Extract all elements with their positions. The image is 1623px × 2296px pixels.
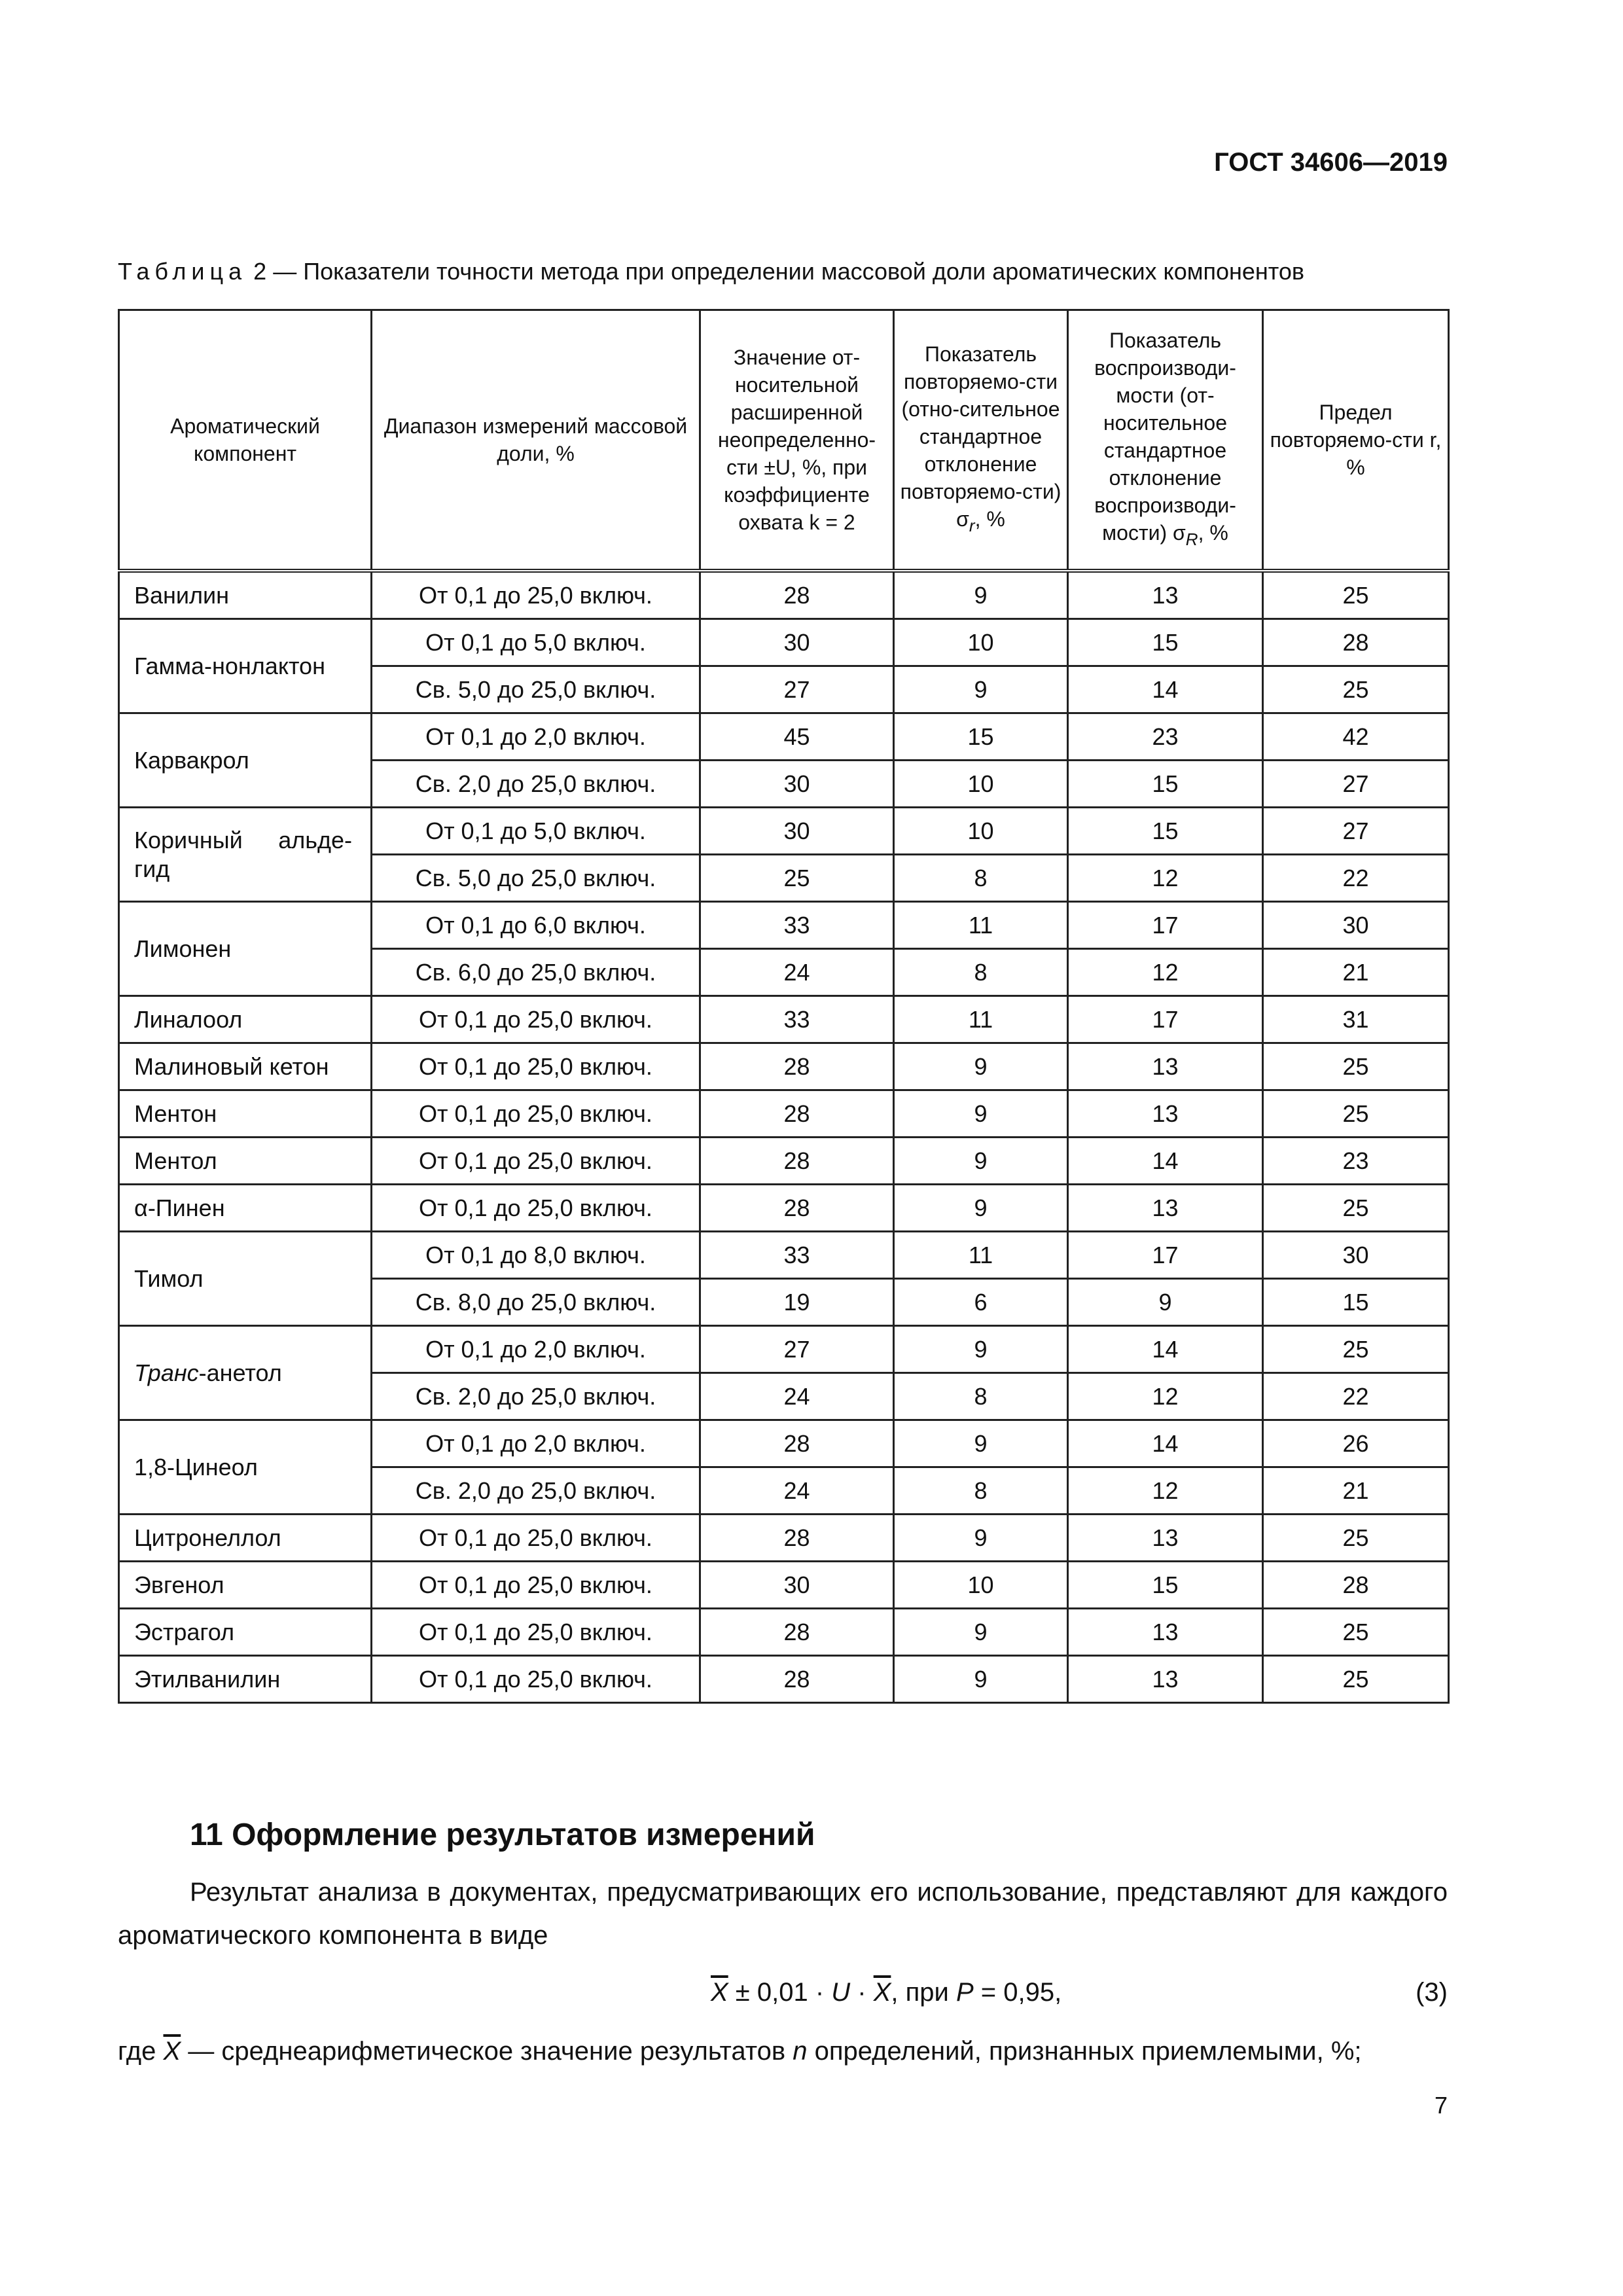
table-row xyxy=(119,571,1449,619)
cell-range: От 0,1 до 2,0 включ. xyxy=(372,1420,700,1467)
cell-range: От 0,1 до 25,0 включ. xyxy=(372,1185,700,1232)
component-word: альде- xyxy=(278,826,352,853)
cell-uncertainty: 28 xyxy=(700,1656,894,1703)
cell-repeatability: 11 xyxy=(894,996,1068,1043)
cell-uncertainty: 30 xyxy=(700,761,894,808)
cell-reproducibility: 15 xyxy=(1068,808,1263,855)
cell-uncertainty: 30 xyxy=(700,1562,894,1609)
cell-reproducibility: 17 xyxy=(1068,996,1263,1043)
cell-component: Этилванилин xyxy=(119,1656,372,1703)
cell-component: Ментол xyxy=(119,1138,372,1185)
cell-reproducibility: 15 xyxy=(1068,761,1263,808)
where-n: n xyxy=(793,2037,808,2066)
cell-repeatability: 6 xyxy=(894,1279,1068,1326)
cell-component: Эвгенол xyxy=(119,1562,372,1609)
cell-uncertainty: 24 xyxy=(700,1373,894,1420)
cell-uncertainty: 33 xyxy=(700,902,894,949)
cell-component: Малиновый кетон xyxy=(119,1043,372,1090)
cell-uncertainty: 28 xyxy=(700,1138,894,1185)
accuracy-table xyxy=(118,309,1450,1704)
cell-uncertainty: 28 xyxy=(700,1090,894,1138)
formula-x-mean: $\overline{X}$ xyxy=(873,1978,891,2007)
cell-uncertainty: 28 xyxy=(700,1515,894,1562)
cell-range: От 0,1 до 25,0 включ. xyxy=(372,1656,700,1703)
table-row xyxy=(119,619,1449,666)
cell-repeatability: 9 xyxy=(894,1609,1068,1656)
cell-range: От 0,1 до 25,0 включ. xyxy=(372,996,700,1043)
cell-limit: 31 xyxy=(1263,996,1449,1043)
cell-range: От 0,1 до 25,0 включ. xyxy=(372,1562,700,1609)
cell-limit: 22 xyxy=(1263,1373,1449,1420)
cell-uncertainty: 24 xyxy=(700,1467,894,1515)
cell-component: Гамма-нонлактон xyxy=(119,619,372,713)
table-row xyxy=(119,808,1449,855)
table-caption-text: 2 — Показатели точности метода при определении массовой доли ароматических компонентов xyxy=(253,258,1305,285)
table-row xyxy=(119,1562,1449,1609)
header-reproducibility-tail: , % xyxy=(1198,521,1228,545)
cell-repeatability: 10 xyxy=(894,808,1068,855)
cell-reproducibility: 13 xyxy=(1068,1656,1263,1703)
cell-limit: 25 xyxy=(1263,1656,1449,1703)
cell-repeatability: 9 xyxy=(894,1420,1068,1467)
cell-reproducibility: 23 xyxy=(1068,713,1263,761)
cell-uncertainty: 27 xyxy=(700,1326,894,1373)
cell-limit: 26 xyxy=(1263,1420,1449,1467)
cell-range: Св. 5,0 до 25,0 включ. xyxy=(372,666,700,713)
table-row xyxy=(119,1326,1449,1373)
cell-component: Ментон xyxy=(119,1090,372,1138)
table-header-row xyxy=(119,310,1449,571)
cell-range: Св. 2,0 до 25,0 включ. xyxy=(372,1467,700,1515)
cell-component: α-Пинен xyxy=(119,1185,372,1232)
cell-reproducibility: 14 xyxy=(1068,666,1263,713)
cell-repeatability: 8 xyxy=(894,1373,1068,1420)
component-line: гид xyxy=(134,855,170,882)
cell-limit: 25 xyxy=(1263,1326,1449,1373)
cell-component: Тимол xyxy=(119,1232,372,1326)
cell-component xyxy=(119,808,372,902)
cell-range: От 0,1 до 5,0 включ. xyxy=(372,619,700,666)
cell-limit: 27 xyxy=(1263,808,1449,855)
formula-number: (3) xyxy=(1416,1978,1448,2007)
header-reproducibility-sub: R xyxy=(1185,529,1198,549)
cell-uncertainty: 33 xyxy=(700,1232,894,1279)
cell-uncertainty: 33 xyxy=(700,996,894,1043)
cell-reproducibility: 12 xyxy=(1068,855,1263,902)
cell-limit: 22 xyxy=(1263,855,1449,902)
cell-limit: 27 xyxy=(1263,761,1449,808)
cell-component xyxy=(119,1326,372,1420)
cell-uncertainty: 24 xyxy=(700,949,894,996)
header-limit: Предел повторяемо-сти r, % xyxy=(1263,310,1449,571)
cell-limit: 25 xyxy=(1263,1515,1449,1562)
header-range: Диапазон измерений массовой доли, % xyxy=(372,310,700,571)
cell-limit: 25 xyxy=(1263,571,1449,619)
cell-reproducibility: 13 xyxy=(1068,571,1263,619)
component-italic-part: Транс xyxy=(134,1359,199,1386)
cell-limit: 30 xyxy=(1263,902,1449,949)
cell-limit: 23 xyxy=(1263,1138,1449,1185)
table-row xyxy=(119,902,1449,949)
where-text: — среднеарифметическое значение результатов xyxy=(181,2037,793,2066)
cell-uncertainty: 28 xyxy=(700,1043,894,1090)
table-row xyxy=(119,1043,1449,1090)
table-caption xyxy=(118,258,1304,285)
cell-range: От 0,1 до 5,0 включ. xyxy=(372,808,700,855)
cell-repeatability: 11 xyxy=(894,1232,1068,1279)
cell-reproducibility: 14 xyxy=(1068,1326,1263,1373)
cell-component: Эстрагол xyxy=(119,1609,372,1656)
cell-component: Лимонен xyxy=(119,902,372,996)
cell-reproducibility: 15 xyxy=(1068,619,1263,666)
header-component: Ароматический компонент xyxy=(119,310,372,571)
cell-repeatability: 10 xyxy=(894,1562,1068,1609)
cell-reproducibility: 9 xyxy=(1068,1279,1263,1326)
component-word: Коричный xyxy=(134,826,243,853)
cell-reproducibility: 14 xyxy=(1068,1138,1263,1185)
cell-uncertainty: 30 xyxy=(700,808,894,855)
formula-part: · xyxy=(850,1978,874,2007)
header-repeatability-text: Показатель повторяемо-сти (отно-сительное стандартное отклонение повторяемо-сти) σ xyxy=(900,342,1061,531)
cell-reproducibility: 13 xyxy=(1068,1609,1263,1656)
cell-uncertainty: 28 xyxy=(700,1609,894,1656)
table-row xyxy=(119,1090,1449,1138)
table-row xyxy=(119,1420,1449,1467)
cell-limit: 25 xyxy=(1263,1185,1449,1232)
cell-uncertainty: 28 xyxy=(700,571,894,619)
cell-repeatability: 8 xyxy=(894,1467,1068,1515)
cell-range: От 0,1 до 25,0 включ. xyxy=(372,1515,700,1562)
cell-repeatability: 9 xyxy=(894,1326,1068,1373)
cell-limit: 21 xyxy=(1263,1467,1449,1515)
cell-reproducibility: 13 xyxy=(1068,1090,1263,1138)
cell-repeatability: 9 xyxy=(894,1138,1068,1185)
cell-uncertainty: 25 xyxy=(700,855,894,902)
cell-reproducibility: 13 xyxy=(1068,1515,1263,1562)
header-repeatability-sub: r xyxy=(969,516,975,535)
cell-range: Св. 5,0 до 25,0 включ. xyxy=(372,855,700,902)
component-rest: -анетол xyxy=(198,1359,282,1386)
formula xyxy=(711,1978,1061,2007)
cell-repeatability: 8 xyxy=(894,949,1068,996)
cell-limit: 15 xyxy=(1263,1279,1449,1326)
formula-part: ± 0,01 · xyxy=(728,1978,832,2007)
formula-part: , при xyxy=(891,1978,956,2007)
cell-range: От 0,1 до 25,0 включ. xyxy=(372,1043,700,1090)
cell-limit: 30 xyxy=(1263,1232,1449,1279)
cell-range: От 0,1 до 2,0 включ. xyxy=(372,713,700,761)
cell-repeatability: 11 xyxy=(894,902,1068,949)
cell-range: Св. 6,0 до 25,0 включ. xyxy=(372,949,700,996)
cell-range: От 0,1 до 25,0 включ. xyxy=(372,1609,700,1656)
cell-range: Св. 8,0 до 25,0 включ. xyxy=(372,1279,700,1326)
cell-repeatability: 15 xyxy=(894,713,1068,761)
table-row xyxy=(119,996,1449,1043)
table-row xyxy=(119,1515,1449,1562)
cell-repeatability: 9 xyxy=(894,1185,1068,1232)
cell-component: Карвакрол xyxy=(119,713,372,808)
cell-component: Линалоол xyxy=(119,996,372,1043)
cell-repeatability: 9 xyxy=(894,1043,1068,1090)
component-line xyxy=(134,826,365,855)
cell-uncertainty: 28 xyxy=(700,1185,894,1232)
cell-uncertainty: 19 xyxy=(700,1279,894,1326)
cell-component: Цитронеллол xyxy=(119,1515,372,1562)
cell-component: Ванилин xyxy=(119,571,372,619)
cell-range: Св. 2,0 до 25,0 включ. xyxy=(372,1373,700,1420)
cell-repeatability: 10 xyxy=(894,761,1068,808)
table-row xyxy=(119,713,1449,761)
cell-reproducibility: 17 xyxy=(1068,1232,1263,1279)
where-prefix: где xyxy=(118,2037,164,2066)
formula-part: = 0,95, xyxy=(973,1978,1062,2007)
cell-reproducibility: 12 xyxy=(1068,949,1263,996)
cell-repeatability: 9 xyxy=(894,1090,1068,1138)
cell-limit: 42 xyxy=(1263,713,1449,761)
table-row xyxy=(119,1138,1449,1185)
section-title: Оформление результатов измерений xyxy=(232,1818,815,1852)
cell-uncertainty: 27 xyxy=(700,666,894,713)
document-id: ГОСТ 34606—2019 xyxy=(1214,148,1448,177)
cell-range: Св. 2,0 до 25,0 включ. xyxy=(372,761,700,808)
header-repeatability-tail: , % xyxy=(974,507,1005,531)
cell-uncertainty: 28 xyxy=(700,1420,894,1467)
cell-range: От 0,1 до 25,0 включ. xyxy=(372,1138,700,1185)
cell-reproducibility: 15 xyxy=(1068,1562,1263,1609)
table-row xyxy=(119,1185,1449,1232)
cell-limit: 21 xyxy=(1263,949,1449,996)
cell-limit: 25 xyxy=(1263,1043,1449,1090)
cell-reproducibility: 14 xyxy=(1068,1420,1263,1467)
formula-x-mean: $\overline{X}$ xyxy=(711,1978,728,2007)
cell-reproducibility: 13 xyxy=(1068,1043,1263,1090)
header-uncertainty: Значение от-носительной расширенной неопределенно-сти ±U, %, при коэффициенте охвата k = 2 xyxy=(700,310,894,571)
cell-repeatability: 10 xyxy=(894,619,1068,666)
cell-limit: 25 xyxy=(1263,1609,1449,1656)
table-row xyxy=(119,1609,1449,1656)
table-caption-label: Таблица xyxy=(118,258,247,285)
header-reproducibility-text: Показатель воспроизводи-мости (от-носительное стандартное отклонение воспроизводи-мости) σ xyxy=(1094,329,1236,545)
cell-repeatability: 9 xyxy=(894,1515,1068,1562)
cell-repeatability: 8 xyxy=(894,855,1068,902)
cell-reproducibility: 17 xyxy=(1068,902,1263,949)
cell-range: От 0,1 до 8,0 включ. xyxy=(372,1232,700,1279)
formula-p: P xyxy=(955,1978,974,2007)
header-reproducibility xyxy=(1068,310,1263,571)
cell-uncertainty: 45 xyxy=(700,713,894,761)
table-row xyxy=(119,1656,1449,1703)
table-row xyxy=(119,1232,1449,1279)
cell-limit: 25 xyxy=(1263,1090,1449,1138)
cell-reproducibility: 13 xyxy=(1068,1185,1263,1232)
page-number: 7 xyxy=(1434,2092,1448,2119)
cell-reproducibility: 12 xyxy=(1068,1373,1263,1420)
cell-repeatability: 9 xyxy=(894,571,1068,619)
cell-limit: 28 xyxy=(1263,619,1449,666)
cell-range: От 0,1 до 6,0 включ. xyxy=(372,902,700,949)
cell-repeatability: 9 xyxy=(894,1656,1068,1703)
formula-u: U xyxy=(831,1978,851,2007)
cell-range: От 0,1 до 25,0 включ. xyxy=(372,571,700,619)
cell-range: От 0,1 до 2,0 включ. xyxy=(372,1326,700,1373)
cell-range: От 0,1 до 25,0 включ. xyxy=(372,1090,700,1138)
where-x-mean: $\overline{X}$ xyxy=(163,2037,181,2066)
cell-repeatability: 9 xyxy=(894,666,1068,713)
header-repeatability xyxy=(894,310,1068,571)
cell-limit: 25 xyxy=(1263,666,1449,713)
cell-reproducibility: 12 xyxy=(1068,1467,1263,1515)
where-text: определений, признанных приемлемыми, %; xyxy=(807,2037,1362,2066)
section-paragraph: Результат анализа в документах, предусматривающих его использование, представляют для каждого ароматического компонента в виде xyxy=(118,1878,1448,1950)
cell-limit: 28 xyxy=(1263,1562,1449,1609)
section-heading xyxy=(190,1817,815,1853)
cell-component: 1,8-Цинеол xyxy=(119,1420,372,1515)
formula-where xyxy=(118,2037,1362,2066)
section-number: 11 xyxy=(190,1818,223,1852)
cell-uncertainty: 30 xyxy=(700,619,894,666)
